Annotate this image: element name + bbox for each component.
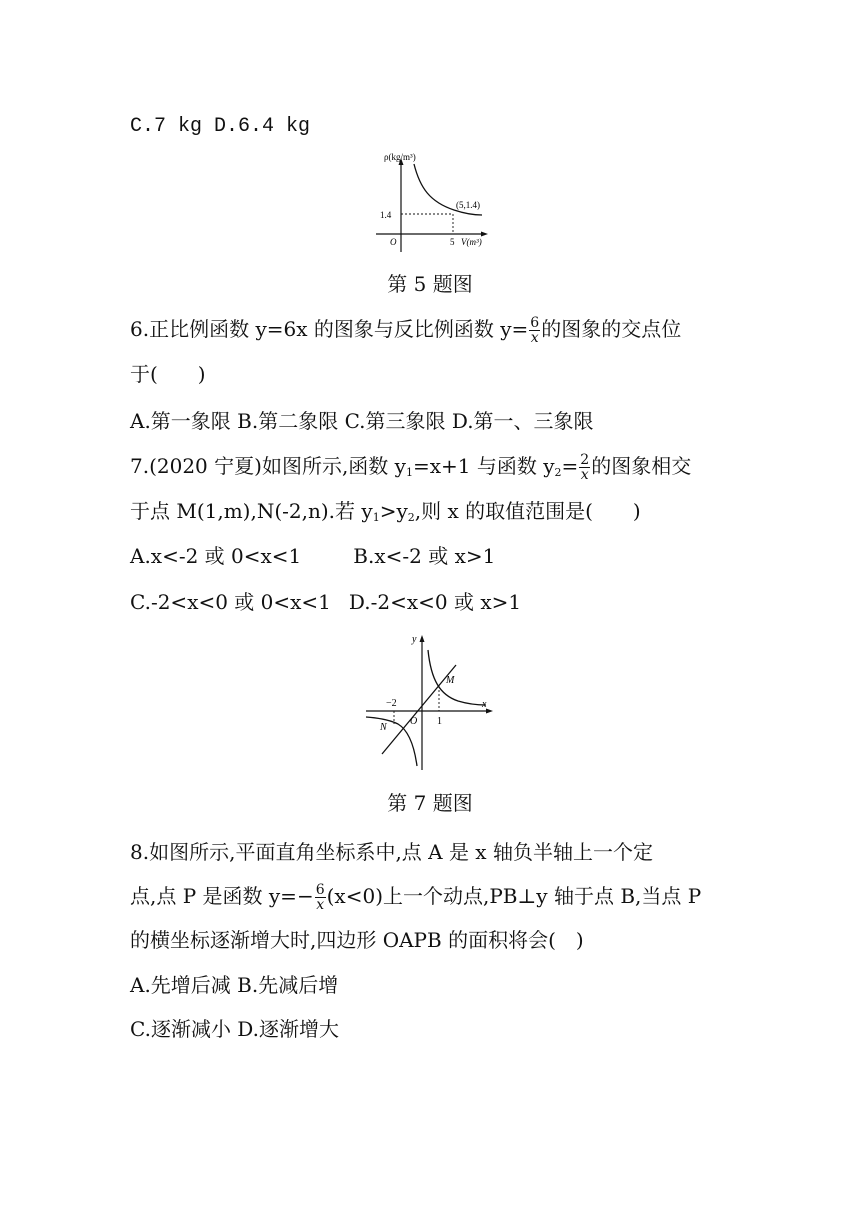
q7-l2b: >y <box>379 499 408 523</box>
q8-options-ab: A.先增后减 B.先减后增 <box>130 973 339 997</box>
q7-frac-num: 2 <box>580 452 590 468</box>
q6-stem-line1 <box>130 315 681 345</box>
q8-stem-line1: 8.如图所示,平面直角坐标系中,点 A 是 x 轴负半轴上一个定 <box>130 840 653 864</box>
q8-frac-den: x <box>316 897 325 913</box>
q7-tick-1: 1 <box>437 716 442 727</box>
q6-options: A.第一象限 B.第二象限 C.第三象限 D.第一、三象限 <box>130 409 594 433</box>
q7-point-m: M <box>446 675 455 686</box>
q5-origin: O <box>390 237 397 247</box>
q5-options-tail: C.7 kg D.6.4 kg <box>130 115 311 138</box>
q7-s2: =x+1 与函数 y <box>412 454 555 478</box>
q7-option-c: C.-2<x<0 或 0<x<1 <box>130 590 331 614</box>
q5-density-graph <box>372 148 492 258</box>
q7-option-d: D.-2<x<0 或 x>1 <box>348 590 522 614</box>
q5-point-label: (5,1.4) <box>456 200 480 210</box>
q8-stem-line3: 的横坐标逐渐增大时,四边形 OAPB 的面积将会( ) <box>130 928 584 952</box>
q7-frac-den: x <box>580 467 589 483</box>
q6-fraction <box>529 316 540 345</box>
q7-sub1: 1 <box>405 466 413 479</box>
q7-l2-sub2: 2 <box>407 511 415 524</box>
q7-point-n: N <box>380 722 387 733</box>
q7-s4: 的图象相交 <box>591 454 692 478</box>
q7-function-graph <box>362 630 502 772</box>
q6-stem-c: 于( ) <box>130 362 206 386</box>
q7-options-ab <box>130 542 495 570</box>
q7-l2c: ,则 x 的取值范围是( ) <box>414 499 641 523</box>
q7-options-cd <box>130 588 521 616</box>
q7-origin: O <box>410 716 418 727</box>
q5-y-label: ρ(kg/m³) <box>384 152 416 162</box>
q7-sub2: 2 <box>554 466 562 479</box>
q6-stem-b: 的图象的交点位 <box>541 317 682 341</box>
q7-option-a: A.x<-2 或 0<x<1 <box>130 544 302 568</box>
q7-stem-line2 <box>130 497 641 525</box>
q8-stem-line2 <box>130 882 701 912</box>
q7-l2-sub1: 1 <box>372 511 380 524</box>
q7-caption: 第 7 题图 <box>387 791 473 815</box>
q8-l2b: (x<0)上一个动点,PB⊥y 轴于点 B,当点 P <box>326 884 702 908</box>
q7-s1: 7.(2020 宁夏)如图所示,函数 y <box>130 454 406 478</box>
q6-frac-den: x <box>530 330 539 346</box>
q7-l2a: 于点 M(1,m),N(-2,n).若 y <box>130 499 373 523</box>
q6-stem-a: 6.正比例函数 y=6x 的图象与反比例函数 y= <box>130 317 529 341</box>
q6-frac-num: 6 <box>530 315 540 331</box>
q7-tick-neg2: −2 <box>386 698 397 709</box>
q8-frac-num: 6 <box>315 882 325 898</box>
q5-caption: 第 5 题图 <box>387 272 473 296</box>
q8-options-cd: C.逐渐减小 D.逐渐增大 <box>130 1017 339 1041</box>
q7-y-label: y <box>412 634 417 645</box>
q7-s3: = <box>561 454 579 478</box>
q5-x-label: V(m³) <box>461 237 482 247</box>
q8-l2a: 点,点 P 是函数 y=− <box>130 884 314 908</box>
q5-y-tick: 1.4 <box>380 210 392 220</box>
q7-fraction <box>579 453 590 482</box>
q5-x-tick: 5 <box>450 237 455 247</box>
q7-stem-line1 <box>130 452 691 482</box>
q7-x-label: x <box>482 699 487 710</box>
q7-option-b: B.x<-2 或 x>1 <box>353 544 496 568</box>
q8-fraction <box>315 883 326 912</box>
